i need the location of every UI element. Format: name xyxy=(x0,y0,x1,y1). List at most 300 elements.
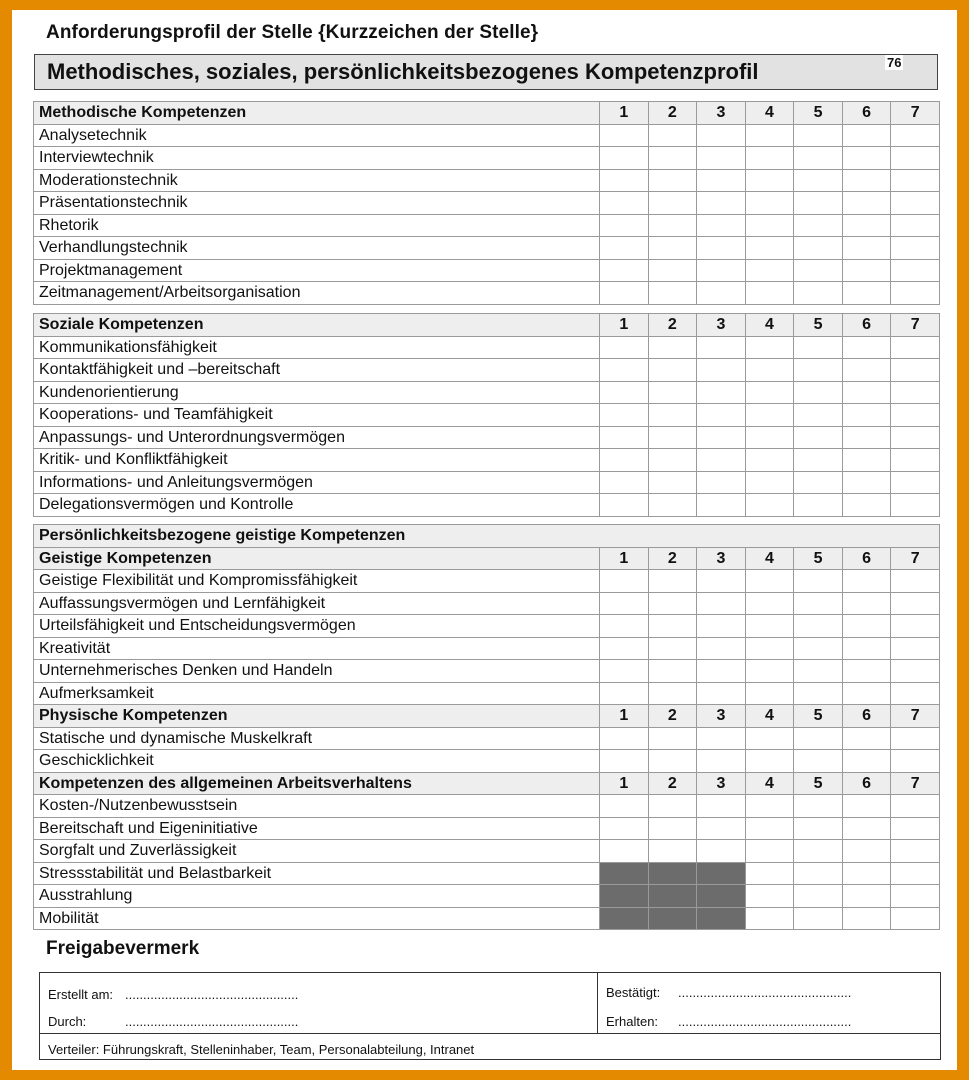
rating-cell-1[interactable] xyxy=(600,404,649,427)
rating-cell-3[interactable] xyxy=(697,682,746,705)
rating-cell-6[interactable] xyxy=(842,885,891,908)
scale-label-7: 7 xyxy=(891,314,940,337)
shaded-rating-cell xyxy=(648,885,697,908)
rating-cell-6[interactable] xyxy=(842,169,891,192)
methodische-item-label: Moderationstechnik xyxy=(34,169,600,192)
rating-cell-5[interactable] xyxy=(794,817,843,840)
table-row xyxy=(34,237,940,260)
scale-label-6: 6 xyxy=(842,314,891,337)
rating-cell-5[interactable] xyxy=(794,471,843,494)
rating-cell-4[interactable] xyxy=(745,862,794,885)
rating-cell-4[interactable] xyxy=(745,449,794,472)
arbeitsverhalten-item-label: Bereitschaft und Eigeninitiative xyxy=(34,817,600,840)
rating-cell-7[interactable] xyxy=(891,885,940,908)
rating-cell-2[interactable] xyxy=(648,359,697,382)
rating-cell-1[interactable] xyxy=(600,494,649,517)
soziale-item-label: Delegationsvermögen und Kontrolle xyxy=(34,494,600,517)
rating-cell-7[interactable] xyxy=(891,795,940,818)
rating-cell-4[interactable] xyxy=(745,169,794,192)
rating-cell-2[interactable] xyxy=(648,840,697,863)
rating-cell-6[interactable] xyxy=(842,840,891,863)
created-label: Erstellt am: xyxy=(48,987,114,1002)
rating-cell-5[interactable] xyxy=(794,570,843,593)
rating-cell-6[interactable] xyxy=(842,259,891,282)
rating-cell-6[interactable] xyxy=(842,570,891,593)
approval-title: Freigabevermerk xyxy=(46,938,200,959)
rating-cell-4[interactable] xyxy=(745,907,794,930)
rating-cell-4[interactable] xyxy=(745,682,794,705)
persoenlichkeitsbezogene-section-header: Persönlichkeitsbezogene geistige Kompetenzen xyxy=(34,525,940,548)
rating-cell-6[interactable] xyxy=(842,907,891,930)
rating-cell-5[interactable] xyxy=(794,682,843,705)
physische-kompetenzen-header: Physische Kompetenzen xyxy=(34,705,600,728)
rating-cell-1[interactable] xyxy=(600,637,649,660)
rating-cell-3[interactable] xyxy=(697,214,746,237)
rating-cell-3[interactable] xyxy=(697,237,746,260)
rating-cell-4[interactable] xyxy=(745,426,794,449)
confirmed-field[interactable]: ................................................ xyxy=(678,985,852,1000)
rating-cell-2[interactable] xyxy=(648,471,697,494)
table-row xyxy=(34,727,940,750)
rating-cell-7[interactable] xyxy=(891,727,940,750)
rating-cell-1[interactable] xyxy=(600,214,649,237)
rating-cell-4[interactable] xyxy=(745,570,794,593)
soziale-item-label: Kontaktfähigkeit und –bereitschaft xyxy=(34,359,600,382)
rating-cell-3[interactable] xyxy=(697,336,746,359)
shaded-rating-cell xyxy=(697,907,746,930)
table-row xyxy=(34,426,940,449)
scale-label-3: 3 xyxy=(697,772,746,795)
rating-cell-6[interactable] xyxy=(842,637,891,660)
rating-cell-7[interactable] xyxy=(891,660,940,683)
rating-cell-3[interactable] xyxy=(697,471,746,494)
scale-label-3: 3 xyxy=(697,547,746,570)
rating-cell-5[interactable] xyxy=(794,592,843,615)
rating-cell-3[interactable] xyxy=(697,147,746,170)
geistige-kompetenzen-header-row xyxy=(34,547,940,570)
scale-label-6: 6 xyxy=(842,102,891,125)
rating-cell-4[interactable] xyxy=(745,124,794,147)
rating-cell-3[interactable] xyxy=(697,570,746,593)
rating-cell-5[interactable] xyxy=(794,404,843,427)
rating-cell-7[interactable] xyxy=(891,637,940,660)
rating-cell-3[interactable] xyxy=(697,817,746,840)
rating-cell-1[interactable] xyxy=(600,570,649,593)
rating-cell-7[interactable] xyxy=(891,592,940,615)
rating-cell-4[interactable] xyxy=(745,471,794,494)
rating-cell-6[interactable] xyxy=(842,336,891,359)
table-row xyxy=(34,637,940,660)
rating-cell-5[interactable] xyxy=(794,615,843,638)
scale-label-5: 5 xyxy=(794,772,843,795)
created-field[interactable]: ................................................ xyxy=(125,987,299,1002)
scale-label-2: 2 xyxy=(648,705,697,728)
rating-cell-6[interactable] xyxy=(842,660,891,683)
rating-cell-2[interactable] xyxy=(648,404,697,427)
table-row xyxy=(34,817,940,840)
rating-cell-1[interactable] xyxy=(600,615,649,638)
rating-cell-5[interactable] xyxy=(794,449,843,472)
rating-cell-3[interactable] xyxy=(697,592,746,615)
rating-cell-1[interactable] xyxy=(600,727,649,750)
rating-cell-3[interactable] xyxy=(697,381,746,404)
rating-cell-2[interactable] xyxy=(648,660,697,683)
rating-cell-1[interactable] xyxy=(600,259,649,282)
table-row xyxy=(34,192,940,215)
rating-cell-5[interactable] xyxy=(794,381,843,404)
rating-cell-1[interactable] xyxy=(600,282,649,305)
rating-cell-3[interactable] xyxy=(697,494,746,517)
rating-cell-7[interactable] xyxy=(891,615,940,638)
soziale-item-label: Kritik- und Konfliktfähigkeit xyxy=(34,449,600,472)
rating-cell-6[interactable] xyxy=(842,494,891,517)
rating-cell-7[interactable] xyxy=(891,862,940,885)
rating-cell-3[interactable] xyxy=(697,282,746,305)
table-row xyxy=(34,336,940,359)
methodische-item-label: Verhandlungstechnik xyxy=(34,237,600,260)
rating-cell-2[interactable] xyxy=(648,494,697,517)
rating-cell-7[interactable] xyxy=(891,750,940,773)
arbeitsverhalten-item-label: Mobilität xyxy=(34,907,600,930)
rating-cell-3[interactable] xyxy=(697,727,746,750)
rating-cell-4[interactable] xyxy=(745,592,794,615)
rating-cell-5[interactable] xyxy=(794,147,843,170)
rating-cell-2[interactable] xyxy=(648,637,697,660)
rating-cell-6[interactable] xyxy=(842,192,891,215)
arbeitsverhalten-item-label: Ausstrahlung xyxy=(34,885,600,908)
scale-label-1: 1 xyxy=(600,314,649,337)
physische-item-label: Statische und dynamische Muskelkraft xyxy=(34,727,600,750)
soziale-item-label: Informations- und Anleitungsvermögen xyxy=(34,471,600,494)
rating-cell-1[interactable] xyxy=(600,359,649,382)
table-row xyxy=(34,840,940,863)
rating-cell-7[interactable] xyxy=(891,471,940,494)
rating-cell-2[interactable] xyxy=(648,192,697,215)
geistige-item-label: Kreativität xyxy=(34,637,600,660)
rating-cell-5[interactable] xyxy=(794,795,843,818)
rating-cell-7[interactable] xyxy=(891,282,940,305)
scale-label-5: 5 xyxy=(794,102,843,125)
rating-cell-5[interactable] xyxy=(794,336,843,359)
rating-cell-7[interactable] xyxy=(891,259,940,282)
rating-cell-2[interactable] xyxy=(648,426,697,449)
rating-cell-3[interactable] xyxy=(697,169,746,192)
table-row xyxy=(34,570,940,593)
rating-cell-3[interactable] xyxy=(697,840,746,863)
shaded-rating-cell xyxy=(600,907,649,930)
soziale-kompetenzen-header-row xyxy=(34,314,940,337)
rating-cell-5[interactable] xyxy=(794,169,843,192)
rating-cell-4[interactable] xyxy=(745,192,794,215)
rating-cell-2[interactable] xyxy=(648,750,697,773)
rating-cell-4[interactable] xyxy=(745,214,794,237)
rating-cell-5[interactable] xyxy=(794,282,843,305)
rating-cell-6[interactable] xyxy=(842,359,891,382)
rating-cell-2[interactable] xyxy=(648,592,697,615)
rating-cell-2[interactable] xyxy=(648,282,697,305)
rating-cell-2[interactable] xyxy=(648,336,697,359)
shaded-rating-cell xyxy=(648,862,697,885)
rating-cell-6[interactable] xyxy=(842,750,891,773)
rating-cell-4[interactable] xyxy=(745,727,794,750)
rating-cell-7[interactable] xyxy=(891,840,940,863)
rating-cell-7[interactable] xyxy=(891,381,940,404)
methodische-item-label: Präsentationstechnik xyxy=(34,192,600,215)
rating-cell-3[interactable] xyxy=(697,259,746,282)
rating-cell-7[interactable] xyxy=(891,359,940,382)
rating-cell-6[interactable] xyxy=(842,237,891,260)
rating-cell-3[interactable] xyxy=(697,192,746,215)
methodische-item-label: Analysetechnik xyxy=(34,124,600,147)
rating-cell-6[interactable] xyxy=(842,381,891,404)
rating-cell-7[interactable] xyxy=(891,404,940,427)
rating-cell-4[interactable] xyxy=(745,237,794,260)
rating-cell-2[interactable] xyxy=(648,682,697,705)
rating-cell-5[interactable] xyxy=(794,637,843,660)
distribution-text: Verteiler: Führungskraft, Stelleninhaber, Team, Personalabteilung, Intranet xyxy=(48,1042,475,1057)
scale-label-5: 5 xyxy=(794,705,843,728)
scale-label-6: 6 xyxy=(842,705,891,728)
rating-cell-3[interactable] xyxy=(697,750,746,773)
rating-cell-5[interactable] xyxy=(794,907,843,930)
document-page xyxy=(12,10,957,1070)
rating-cell-4[interactable] xyxy=(745,660,794,683)
rating-cell-7[interactable] xyxy=(891,214,940,237)
scale-label-4: 4 xyxy=(745,705,794,728)
rating-cell-2[interactable] xyxy=(648,147,697,170)
rating-cell-4[interactable] xyxy=(745,615,794,638)
rating-cell-2[interactable] xyxy=(648,727,697,750)
scale-label-7: 7 xyxy=(891,705,940,728)
soziale-item-label: Kundenorientierung xyxy=(34,381,600,404)
rating-cell-7[interactable] xyxy=(891,494,940,517)
rating-cell-3[interactable] xyxy=(697,660,746,683)
rating-cell-6[interactable] xyxy=(842,817,891,840)
rating-cell-5[interactable] xyxy=(794,359,843,382)
rating-cell-7[interactable] xyxy=(891,817,940,840)
shaded-rating-cell xyxy=(600,862,649,885)
rating-cell-1[interactable] xyxy=(600,169,649,192)
rating-cell-4[interactable] xyxy=(745,750,794,773)
rating-cell-6[interactable] xyxy=(842,214,891,237)
rating-cell-5[interactable] xyxy=(794,494,843,517)
rating-cell-5[interactable] xyxy=(794,214,843,237)
scale-label-1: 1 xyxy=(600,102,649,125)
geistige-item-label: Urteilsfähigkeit und Entscheidungsvermögen xyxy=(34,615,600,638)
geistige-item-label: Aufmerksamkeit xyxy=(34,682,600,705)
scale-label-1: 1 xyxy=(600,705,649,728)
rating-cell-2[interactable] xyxy=(648,381,697,404)
rating-cell-7[interactable] xyxy=(891,449,940,472)
table-row xyxy=(34,169,940,192)
scale-label-1: 1 xyxy=(600,772,649,795)
scale-label-3: 3 xyxy=(697,102,746,125)
arbeitsverhalten-kompetenzen-header-row xyxy=(34,772,940,795)
rating-cell-5[interactable] xyxy=(794,862,843,885)
rating-cell-6[interactable] xyxy=(842,404,891,427)
rating-cell-3[interactable] xyxy=(697,124,746,147)
rating-cell-5[interactable] xyxy=(794,750,843,773)
table-row xyxy=(34,660,940,683)
rating-cell-7[interactable] xyxy=(891,169,940,192)
rating-cell-1[interactable] xyxy=(600,237,649,260)
rating-cell-4[interactable] xyxy=(745,359,794,382)
rating-cell-2[interactable] xyxy=(648,795,697,818)
rating-cell-6[interactable] xyxy=(842,615,891,638)
rating-cell-3[interactable] xyxy=(697,637,746,660)
rating-cell-5[interactable] xyxy=(794,192,843,215)
table-row xyxy=(34,615,940,638)
rating-cell-6[interactable] xyxy=(842,795,891,818)
rating-cell-7[interactable] xyxy=(891,147,940,170)
rating-cell-4[interactable] xyxy=(745,404,794,427)
table-row xyxy=(34,124,940,147)
soziale-kompetenzen-table xyxy=(33,313,940,517)
by-field[interactable]: ................................................ xyxy=(125,1014,299,1029)
rating-cell-7[interactable] xyxy=(891,426,940,449)
table-row xyxy=(34,750,940,773)
rating-cell-5[interactable] xyxy=(794,840,843,863)
rating-cell-3[interactable] xyxy=(697,426,746,449)
rating-cell-2[interactable] xyxy=(648,615,697,638)
rating-cell-5[interactable] xyxy=(794,727,843,750)
table-row xyxy=(34,381,940,404)
rating-cell-2[interactable] xyxy=(648,169,697,192)
rating-cell-7[interactable] xyxy=(891,570,940,593)
rating-cell-7[interactable] xyxy=(891,336,940,359)
rating-cell-7[interactable] xyxy=(891,907,940,930)
rating-cell-1[interactable] xyxy=(600,381,649,404)
rating-cell-6[interactable] xyxy=(842,592,891,615)
profile-title: Methodisches, soziales, persönlichkeitsbezogenes Kompetenzprofil xyxy=(47,59,759,84)
rating-cell-6[interactable] xyxy=(842,147,891,170)
scale-label-4: 4 xyxy=(745,772,794,795)
rating-cell-4[interactable] xyxy=(745,494,794,517)
rating-cell-1[interactable] xyxy=(600,147,649,170)
rating-cell-6[interactable] xyxy=(842,282,891,305)
rating-cell-2[interactable] xyxy=(648,817,697,840)
received-field[interactable]: ................................................ xyxy=(678,1014,852,1029)
rating-cell-4[interactable] xyxy=(745,259,794,282)
rating-cell-1[interactable] xyxy=(600,192,649,215)
rating-cell-5[interactable] xyxy=(794,124,843,147)
rating-cell-4[interactable] xyxy=(745,336,794,359)
rating-cell-5[interactable] xyxy=(794,259,843,282)
rating-cell-2[interactable] xyxy=(648,237,697,260)
rating-cell-4[interactable] xyxy=(745,282,794,305)
rating-cell-3[interactable] xyxy=(697,404,746,427)
rating-cell-1[interactable] xyxy=(600,795,649,818)
geistige-item-label: Geistige Flexibilität und Kompromissfähigkeit xyxy=(34,570,600,593)
rating-cell-2[interactable] xyxy=(648,124,697,147)
arbeitsverhalten-item-label: Kosten-/Nutzenbewusstsein xyxy=(34,795,600,818)
rating-cell-1[interactable] xyxy=(600,471,649,494)
rating-cell-1[interactable] xyxy=(600,336,649,359)
profile-number: 76 xyxy=(887,55,902,70)
persoenlichkeitsbezogene-section-row xyxy=(34,525,940,548)
soziale-item-label: Kommunikationsfähigkeit xyxy=(34,336,600,359)
scale-label-4: 4 xyxy=(745,547,794,570)
rating-cell-1[interactable] xyxy=(600,124,649,147)
rating-cell-6[interactable] xyxy=(842,426,891,449)
rating-cell-6[interactable] xyxy=(842,124,891,147)
rating-cell-7[interactable] xyxy=(891,682,940,705)
table-row xyxy=(34,494,940,517)
methodische-item-label: Projektmanagement xyxy=(34,259,600,282)
methodische-kompetenzen-header: Methodische Kompetenzen xyxy=(34,102,600,125)
rating-cell-4[interactable] xyxy=(745,381,794,404)
rating-cell-6[interactable] xyxy=(842,727,891,750)
scale-label-2: 2 xyxy=(648,314,697,337)
rating-cell-6[interactable] xyxy=(842,449,891,472)
approval-box xyxy=(39,972,941,1060)
scale-label-5: 5 xyxy=(794,314,843,337)
table-row xyxy=(34,795,940,818)
table-row xyxy=(34,449,940,472)
rating-cell-7[interactable] xyxy=(891,237,940,260)
rating-cell-1[interactable] xyxy=(600,426,649,449)
scale-label-5: 5 xyxy=(794,547,843,570)
rating-cell-7[interactable] xyxy=(891,192,940,215)
rating-cell-5[interactable] xyxy=(794,426,843,449)
rating-cell-6[interactable] xyxy=(842,862,891,885)
rating-cell-4[interactable] xyxy=(745,795,794,818)
scale-label-2: 2 xyxy=(648,102,697,125)
rating-cell-1[interactable] xyxy=(600,682,649,705)
rating-cell-3[interactable] xyxy=(697,449,746,472)
scale-label-1: 1 xyxy=(600,547,649,570)
scale-label-6: 6 xyxy=(842,547,891,570)
table-row xyxy=(34,359,940,382)
rating-cell-3[interactable] xyxy=(697,615,746,638)
rating-cell-2[interactable] xyxy=(648,259,697,282)
rating-cell-2[interactable] xyxy=(648,449,697,472)
rating-cell-1[interactable] xyxy=(600,449,649,472)
rating-cell-4[interactable] xyxy=(745,147,794,170)
shaded-rating-cell xyxy=(600,885,649,908)
rating-cell-1[interactable] xyxy=(600,660,649,683)
rating-cell-5[interactable] xyxy=(794,885,843,908)
rating-cell-5[interactable] xyxy=(794,237,843,260)
geistige-item-label: Unternehmerisches Denken und Handeln xyxy=(34,660,600,683)
rating-cell-4[interactable] xyxy=(745,637,794,660)
rating-cell-3[interactable] xyxy=(697,795,746,818)
arbeitsverhalten-item-label: Stressstabilität und Belastbarkeit xyxy=(34,862,600,885)
rating-cell-1[interactable] xyxy=(600,817,649,840)
table-row xyxy=(34,282,940,305)
geistige-kompetenzen-header: Geistige Kompetenzen xyxy=(34,547,600,570)
rating-cell-2[interactable] xyxy=(648,570,697,593)
soziale-item-label: Kooperations- und Teamfähigkeit xyxy=(34,404,600,427)
rating-cell-4[interactable] xyxy=(745,840,794,863)
rating-cell-5[interactable] xyxy=(794,660,843,683)
rating-cell-2[interactable] xyxy=(648,214,697,237)
by-label: Durch: xyxy=(48,1014,87,1029)
rating-cell-6[interactable] xyxy=(842,471,891,494)
rating-cell-1[interactable] xyxy=(600,750,649,773)
rating-cell-3[interactable] xyxy=(697,359,746,382)
rating-cell-1[interactable] xyxy=(600,592,649,615)
rating-cell-6[interactable] xyxy=(842,682,891,705)
physische-item-label: Geschicklichkeit xyxy=(34,750,600,773)
rating-cell-4[interactable] xyxy=(745,885,794,908)
rating-cell-1[interactable] xyxy=(600,840,649,863)
rating-cell-7[interactable] xyxy=(891,124,940,147)
rating-cell-4[interactable] xyxy=(745,817,794,840)
physische-kompetenzen-header-row xyxy=(34,705,940,728)
scale-label-3: 3 xyxy=(697,314,746,337)
methodische-kompetenzen-table xyxy=(33,101,940,305)
